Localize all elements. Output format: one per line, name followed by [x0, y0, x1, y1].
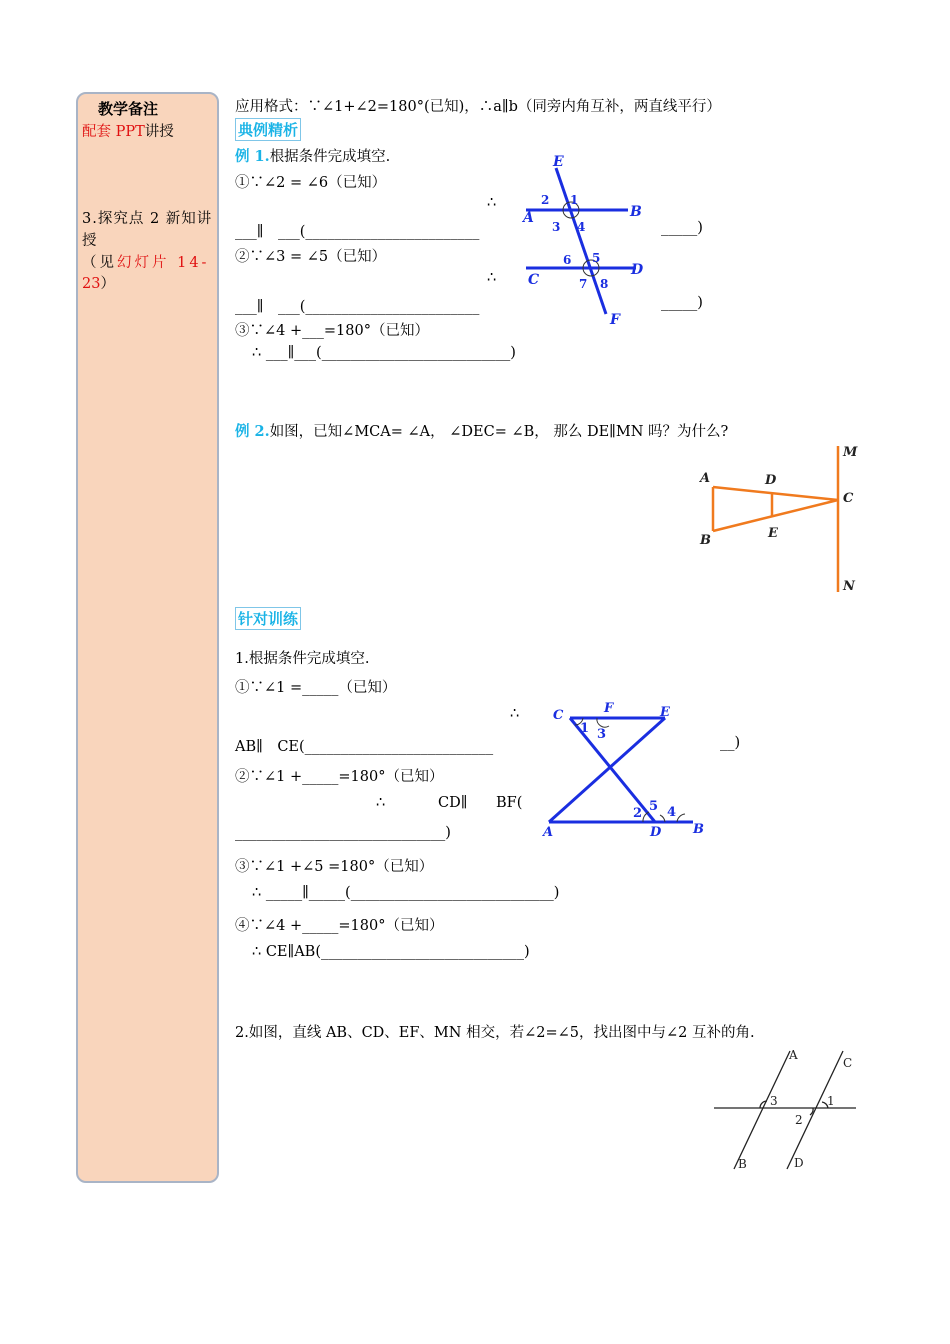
fig1-num-8: 8 — [600, 277, 609, 291]
fig3-label-d: D — [650, 825, 662, 840]
fig3-num-4: 4 — [667, 805, 677, 820]
sidebar-ppt-red: 配套 PPT — [82, 124, 145, 140]
practice1-q2-cd: CD∥ — [438, 795, 468, 811]
fig1-label-a: A — [523, 210, 534, 226]
example1-label: 例 1. — [235, 148, 270, 165]
figure3-crossed-triangles — [535, 700, 710, 840]
fig4-num-1: 1 — [827, 1094, 835, 1108]
practice1-q3-blank[interactable]: ∴ _____∥_____(____________________________) — [252, 885, 560, 901]
sidebar-title: 教学备注 — [98, 100, 159, 118]
practice2-prompt: 2.如图，直线 AB、CD、EF、MN 相交，若∠2=∠5，找出图中与∠2 互补的角. — [235, 1025, 755, 1041]
fig1-num-5: 5 — [592, 251, 601, 265]
fig3-num-5: 5 — [649, 799, 659, 814]
example2-prompt: 如图，已知∠MCA= ∠A， ∠DEC= ∠B， 那么 DE∥MN 吗？为什么? — [269, 424, 729, 440]
fig1-label-d: D — [631, 262, 644, 278]
fig3-label-b: B — [693, 822, 704, 837]
practice1-q4-given[interactable]: ④∵∠4 +_____=180°（已知） — [235, 918, 444, 934]
fig1-label-b: B — [630, 204, 642, 220]
example1-q1-given: ①∵∠2 = ∠6（已知） — [235, 175, 387, 191]
fig4-num-3: 3 — [770, 1094, 778, 1108]
sidebar-see-suffix: ） — [100, 276, 115, 292]
example1-q2-blank-b[interactable]: _____) — [661, 295, 703, 311]
practice1-q4-blank[interactable]: ∴ CE∥AB(____________________________) — [252, 944, 530, 960]
fig4-label-d: D — [794, 1156, 804, 1170]
practice1-prompt: 1.根据条件完成填空. — [235, 651, 370, 667]
fig3-num-2: 2 — [633, 806, 643, 821]
example2-line — [235, 420, 728, 441]
fig3-num-3: 3 — [597, 727, 607, 742]
figure2-triangle — [695, 442, 865, 597]
fig4-label-b: B — [738, 1157, 747, 1171]
example1-q2-given: ②∵∠3 = ∠5（已知） — [235, 249, 387, 265]
example1-q1-therefore: ∴ — [487, 195, 497, 211]
sidebar-see-red1: 幻灯片 14- — [117, 255, 210, 271]
example1-q2-blank-a[interactable]: ___∥ ___(________________________ — [235, 299, 480, 315]
fig1-num-3: 3 — [552, 220, 561, 234]
practice1-q2-blank[interactable]: _____________________________) — [235, 825, 451, 841]
sidebar-see-slides-2 — [82, 272, 115, 293]
figure4-intersecting-lines — [710, 1045, 862, 1175]
fig2-label-c: C — [843, 491, 854, 506]
sidebar-see-red2: 23 — [82, 276, 101, 292]
practice1-q3-given: ③∵∠1 +∠5 =180°（已知） — [235, 859, 434, 875]
fig1-num-2: 2 — [541, 193, 550, 207]
fig1-label-c: C — [528, 272, 540, 288]
example1-q2-therefore: ∴ — [487, 270, 497, 286]
sidebar-ppt-black: 讲授 — [144, 124, 174, 140]
fig3-num-1: 1 — [580, 721, 590, 736]
example1-prompt: 根据条件完成填空. — [269, 149, 391, 165]
fig1-num-7: 7 — [579, 277, 588, 291]
practice1-q2-given[interactable]: ②∵∠1 +_____=180°（已知） — [235, 769, 444, 785]
sidebar-point-line2: 授 — [82, 233, 97, 249]
format-line: 应用格式：∵∠1+∠2=180°(已知)，∴a∥b（同旁内角互补，两直线平行） — [235, 99, 721, 115]
example1-q3-given: ③∵∠4 +___=180°（已知） — [235, 323, 429, 339]
fig4-num-2: 2 — [795, 1113, 803, 1127]
example1-line — [235, 145, 390, 166]
example1-q1-blank-a[interactable]: ___∥ ___(________________________ — [235, 224, 480, 240]
fig1-num-4: 4 — [577, 220, 586, 234]
practice1-q1-blank-a[interactable]: AB∥ CE(__________________________ — [235, 739, 494, 755]
practice1-q2-bf: BF( — [496, 795, 523, 811]
fig4-label-a: A — [789, 1048, 798, 1062]
fig1-line-ef — [556, 168, 609, 314]
fig3-label-c: C — [553, 708, 564, 723]
fig2-label-a: A — [700, 471, 711, 486]
fig1-label-e: E — [553, 154, 564, 170]
figure1-parallel-lines — [518, 150, 658, 332]
fig4-label-c: C — [843, 1056, 853, 1070]
fig1-label-f: F — [610, 312, 620, 328]
example2-label: 例 2. — [235, 423, 270, 440]
sidebar-point-line1: 3.探究点 2 新知讲 — [82, 211, 213, 227]
fig3-label-e: E — [660, 705, 670, 720]
fig3-label-f: F — [604, 701, 614, 716]
section-training-header: 针对训练 — [235, 607, 301, 630]
fig2-label-e: E — [768, 526, 778, 541]
sidebar-see-slides — [82, 251, 209, 272]
sidebar-see-prefix: （见 — [82, 255, 117, 271]
sidebar-ppt-note — [82, 120, 174, 141]
fig2-label-b: B — [700, 533, 711, 548]
section-examples-header: 典例精析 — [235, 118, 301, 141]
fig3-label-a: A — [543, 825, 554, 840]
fig1-num-6: 6 — [563, 253, 572, 267]
fig2-label-d: D — [765, 473, 777, 488]
practice1-q2-therefore: ∴ — [376, 795, 386, 811]
practice1-q1-therefore: ∴ — [510, 706, 520, 722]
fig2-label-n: N — [843, 579, 855, 594]
fig1-num-1: 1 — [570, 193, 579, 207]
practice1-q1-given[interactable]: ①∵∠1 =_____（已知） — [235, 680, 397, 696]
practice1-q1-blank-b[interactable]: __) — [720, 735, 741, 751]
example1-q1-blank-b[interactable]: _____) — [661, 220, 703, 236]
example1-q3-blank[interactable]: ∴ ___∥___(__________________________) — [252, 345, 516, 361]
fig2-label-m: M — [843, 445, 858, 460]
